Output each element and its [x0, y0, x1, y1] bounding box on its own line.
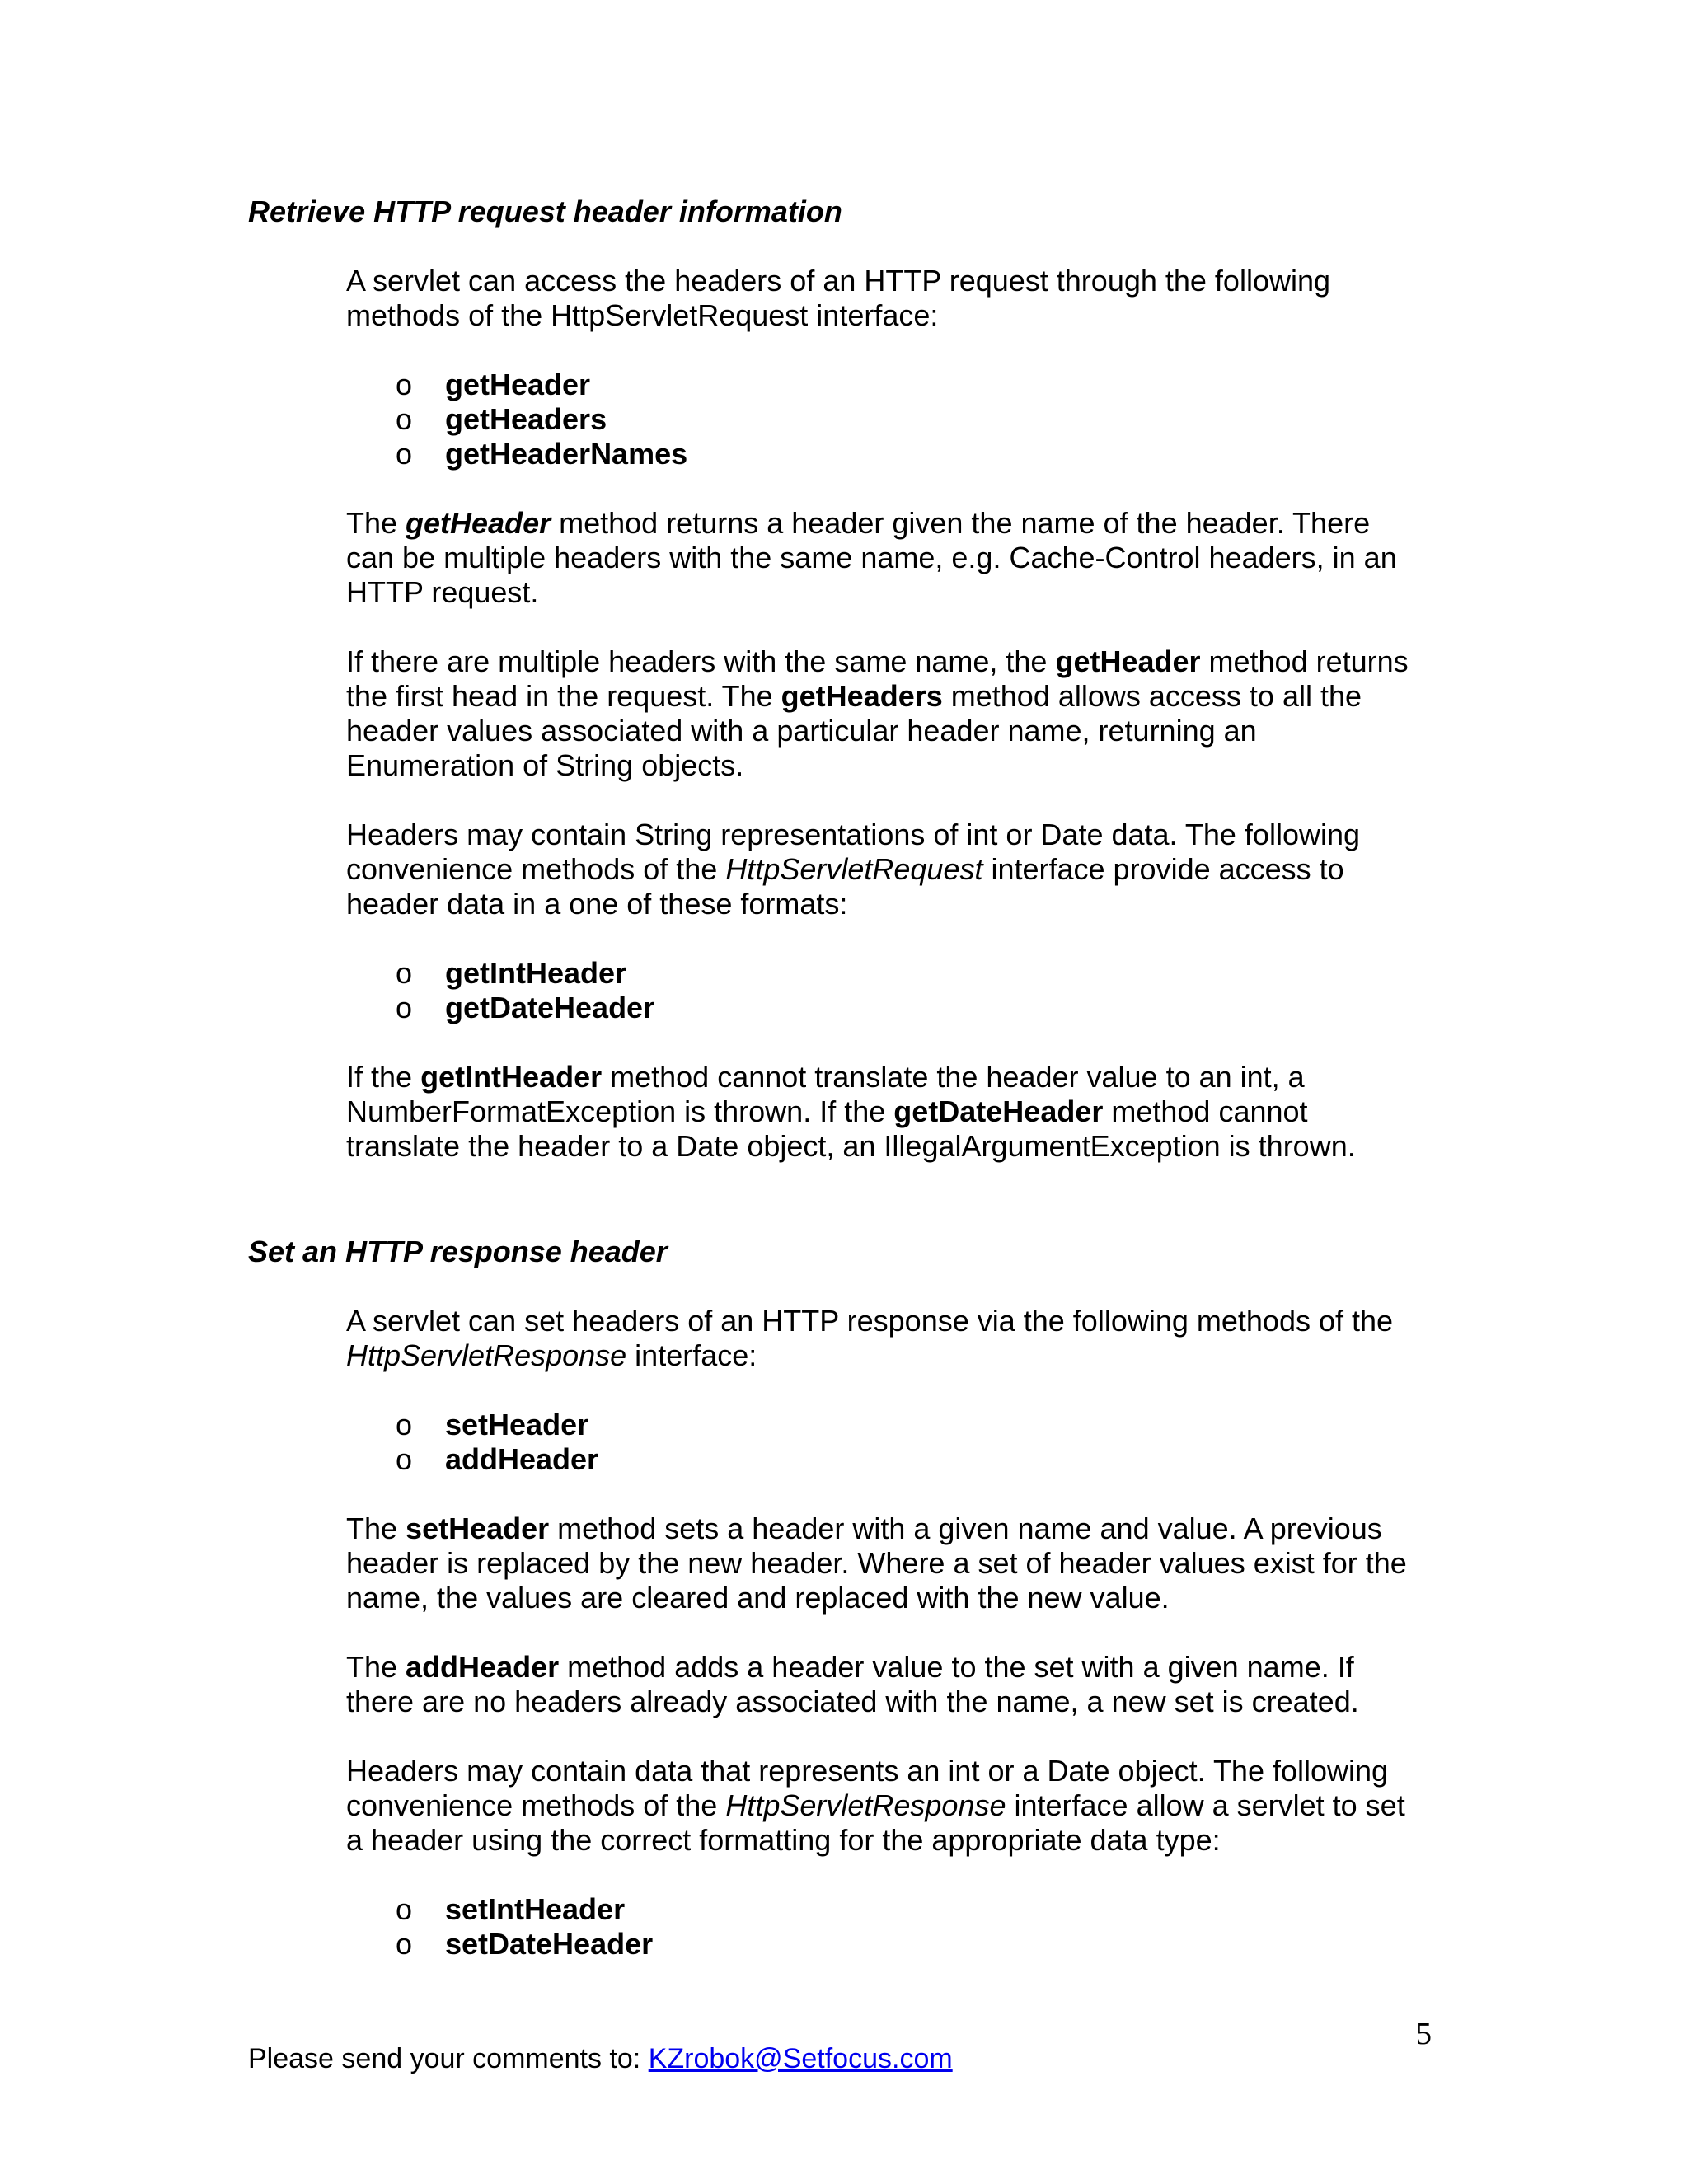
text-run: method cannot	[1103, 1094, 1308, 1128]
text-run: method adds a header value to the set with a given name. If	[559, 1650, 1354, 1684]
method-name: setHeader	[445, 1408, 589, 1441]
footer-text: Please send your comments to:	[248, 2043, 649, 2074]
text-line	[346, 506, 1451, 541]
list-item	[396, 1408, 598, 1442]
method-name: addHeader	[445, 1442, 599, 1476]
text-line	[346, 852, 1451, 887]
text-run: the first head in the request. The	[346, 679, 781, 713]
text-line: name, the values are cleared and replaced with the new value.	[346, 1581, 1170, 1615]
paragraph-addheader-description	[346, 1650, 1451, 1719]
footer-email-link[interactable]: KZrobok@Setfocus.com	[648, 2043, 953, 2074]
section-heading-request-headers: Retrieve HTTP request header information	[248, 194, 842, 228]
text-line: translate the header to a Date object, an IllegalArgumentException is thrown.	[346, 1129, 1356, 1163]
text-line: header values associated with a particular header name, returning an	[346, 714, 1257, 748]
method-name: setHeader	[406, 1511, 550, 1545]
text-run: method allows access to all the	[942, 679, 1362, 713]
list-item	[396, 956, 654, 991]
text-run: The	[346, 1650, 406, 1684]
text-line: header data in a one of these formats:	[346, 887, 848, 921]
method-name: setDateHeader	[445, 1927, 654, 1961]
bullet-marker-icon: o	[396, 1892, 413, 1926]
text-line: Headers may contain String representations of int or Date data. The following	[346, 818, 1361, 851]
list-item	[396, 368, 687, 402]
list-item	[396, 1442, 598, 1477]
text-line: HTTP request.	[346, 575, 539, 609]
list-item	[396, 1927, 653, 1961]
text-line	[346, 1060, 1451, 1094]
list-item	[396, 1892, 653, 1927]
method-name: getIntHeader	[420, 1060, 603, 1094]
text-run: convenience methods of the	[346, 852, 726, 886]
paragraph-multiple-headers	[346, 644, 1451, 783]
text-line	[346, 1338, 1451, 1373]
bullet-marker-icon: o	[396, 437, 413, 471]
text-line: Headers may contain data that represents an int or a Date object. The following	[346, 1754, 1389, 1788]
paragraph-request-convenience	[346, 818, 1451, 921]
paragraph-response-intro	[346, 1304, 1451, 1373]
text-line: a header using the correct formatting for the appropriate data type:	[346, 1823, 1221, 1857]
bullet-list-response-convenience-methods	[396, 1892, 653, 1961]
text-line	[346, 1788, 1451, 1823]
text-line: Enumeration of String objects.	[346, 748, 744, 782]
bullet-marker-icon: o	[396, 402, 413, 436]
paragraph-response-convenience	[346, 1754, 1451, 1858]
interface-name: HttpServletResponse	[346, 1338, 627, 1372]
text-line	[346, 1650, 1451, 1685]
interface-name: HttpServletResponse	[725, 1788, 1006, 1822]
list-item	[396, 991, 654, 1025]
text-line	[346, 644, 1451, 679]
paragraph-request-intro	[346, 264, 1451, 333]
text-line: methods of the HttpServletRequest interface:	[346, 298, 939, 332]
bullet-marker-icon: o	[396, 1927, 413, 1961]
list-item	[396, 437, 687, 471]
text-line: can be multiple headers with the same name, e.g. Cache-Control headers, in an	[346, 541, 1397, 574]
text-run: method cannot translate the header value to an int, a	[602, 1060, 1305, 1094]
page-number: 5	[1416, 2017, 1432, 2051]
bullet-marker-icon: o	[396, 991, 413, 1024]
footer	[248, 2042, 953, 2075]
method-name: getHeader	[406, 506, 551, 540]
text-run: interface allow a servlet to set	[1006, 1788, 1405, 1822]
text-run: interface:	[626, 1338, 757, 1372]
bullet-marker-icon: o	[396, 956, 413, 990]
method-name: getHeader	[445, 368, 591, 401]
text-run: NumberFormatException is thrown. If the	[346, 1094, 894, 1128]
paragraph-getheader-description	[346, 506, 1451, 610]
paragraph-exceptions	[346, 1060, 1451, 1164]
text-run: method returns	[1200, 644, 1409, 678]
text-run: method returns a header given the name of the header. There	[551, 506, 1371, 540]
method-name: addHeader	[406, 1650, 560, 1684]
text-run: interface provide access to	[982, 852, 1344, 886]
bullet-list-response-methods	[396, 1408, 598, 1477]
text-run: method sets a header with a given name and value. A previous	[549, 1511, 1382, 1545]
section-heading-response-header: Set an HTTP response header	[248, 1235, 668, 1268]
list-item	[396, 402, 687, 437]
bullet-list-request-methods	[396, 368, 687, 471]
text-line	[346, 1094, 1451, 1129]
method-name: getHeaderNames	[445, 437, 688, 471]
method-name: getHeader	[1055, 644, 1201, 678]
text-line: there are no headers already associated with the name, a new set is created.	[346, 1685, 1359, 1718]
method-name: getIntHeader	[445, 956, 627, 990]
text-run: If there are multiple headers with the same name, the	[346, 644, 1056, 678]
method-name: getDateHeader	[445, 991, 655, 1024]
method-name: setIntHeader	[445, 1892, 626, 1926]
method-name: getHeaders	[445, 402, 607, 436]
text-run: The	[346, 506, 406, 540]
text-run: The	[346, 1511, 406, 1545]
text-line: A servlet can access the headers of an HTTP request through the following	[346, 264, 1331, 298]
text-line	[346, 1511, 1451, 1546]
text-line: A servlet can set headers of an HTTP response via the following methods of the	[346, 1304, 1394, 1338]
bullet-marker-icon: o	[396, 368, 413, 401]
text-line: header is replaced by the new header. Where a set of header values exist for the	[346, 1546, 1407, 1580]
method-name: getDateHeader	[893, 1094, 1104, 1128]
bullet-marker-icon: o	[396, 1408, 413, 1441]
text-line	[346, 679, 1451, 714]
interface-name: HttpServletRequest	[725, 852, 983, 886]
bullet-list-request-convenience-methods	[396, 956, 654, 1025]
bullet-marker-icon: o	[396, 1442, 413, 1476]
text-run: If the	[346, 1060, 421, 1094]
paragraph-setheader-description	[346, 1511, 1451, 1615]
text-run: convenience methods of the	[346, 1788, 726, 1822]
method-name: getHeaders	[781, 679, 943, 713]
